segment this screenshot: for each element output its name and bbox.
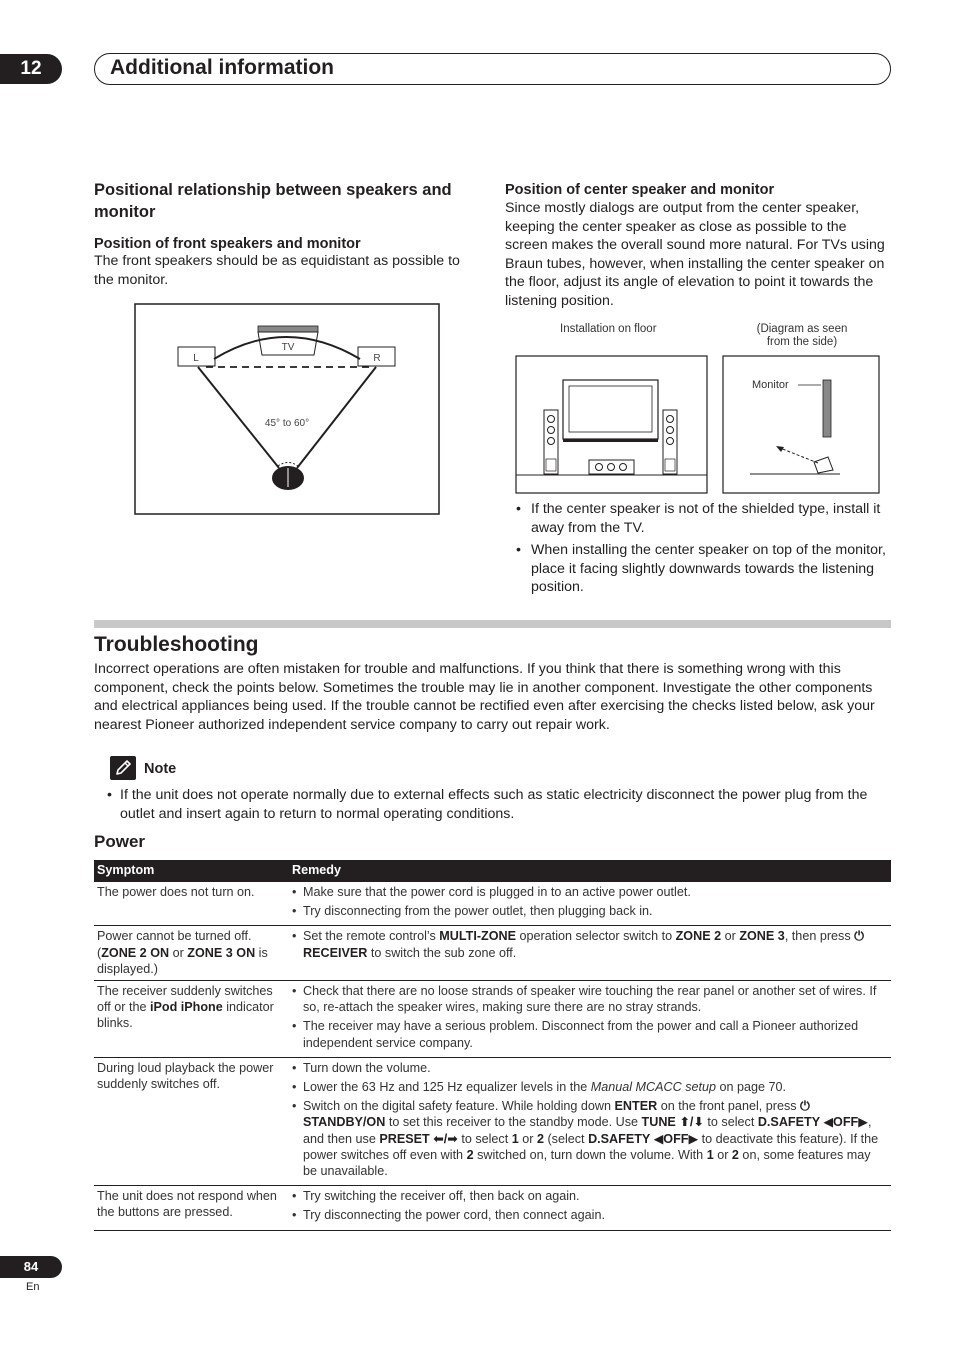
subsection-title-center: Position of center speaker and monitor bbox=[505, 182, 775, 198]
language-code: En bbox=[26, 1281, 40, 1293]
tv-monitor-shape bbox=[563, 380, 658, 442]
left-tower-speaker bbox=[544, 410, 558, 474]
monitor-label: Monitor bbox=[752, 379, 789, 391]
chapter-number-badge: 12 bbox=[0, 54, 62, 84]
center-speaker-bullets bbox=[505, 500, 891, 601]
remedy-item: • Make sure that the power cord is plugged in to an active power outlet. bbox=[292, 884, 887, 900]
section-separator-bar bbox=[94, 620, 891, 628]
symptom-cell: Power cannot be turned off. (ZONE 2 ON or ZONE 3 ON is displayed.) bbox=[94, 926, 289, 981]
troubleshooting-intro: Incorrect operations are often mistaken for trouble and malfunctions. If you think that there is something wrong with this component, check the points below. Sometimes the trouble may lie in another component. Investigate the other components and electrical appliances being used. If the trouble cannot be rectified even after exercising the checks listed below, ask your nearest Pioneer authorized independent service company to carry out repair work. bbox=[94, 661, 875, 733]
symptom-cell: The receiver suddenly switches off or the iPod iPhone indicator blinks. bbox=[94, 981, 289, 1058]
table-row bbox=[94, 882, 891, 926]
symptom-cell: During loud playback the power suddenly switches off. bbox=[94, 1057, 289, 1185]
remedy-cell bbox=[289, 926, 891, 981]
caption-side-line2: from the side) bbox=[766, 336, 838, 348]
remedy-item: • Try disconnecting from the power outlet, then plugging back in. bbox=[292, 903, 887, 919]
remedy-item: • Try disconnecting the power cord, then connect again. bbox=[292, 1207, 887, 1223]
symptom-cell: The power does not turn on. bbox=[94, 882, 289, 926]
table-row bbox=[94, 981, 891, 1058]
remedy-cell bbox=[289, 1057, 891, 1185]
remedy-cell bbox=[289, 1186, 891, 1230]
power-troubleshooting-table bbox=[94, 860, 891, 1231]
remedy-item: • Switch on the digital safety feature. While holding down ENTER on the front panel, press ⏻ STANDBY/ON to set this receiver to the standby mode. Use TUNE ⬆/⬇ to select D.SAFETY ◀OFF▶, and then use PRESET ⬅/➡ to select 1 or 2 (select D.SAFETY ◀OFF▶ to deactivate this feature). If the power switches off even with 2 switched on, turn down the volume. With 1 or 2 on, some features may be unavailable. bbox=[292, 1098, 887, 1179]
page-number-badge: 84 bbox=[0, 1256, 62, 1278]
note-pencil-icon bbox=[110, 756, 136, 780]
monitor-side-shape bbox=[823, 380, 831, 437]
front-speaker-diagram bbox=[134, 303, 440, 515]
remedy-item: • Turn down the volume. bbox=[292, 1060, 887, 1076]
right-tower-speaker bbox=[663, 410, 677, 474]
note-label: Note bbox=[144, 761, 177, 777]
symptom-column-header: Symptom bbox=[94, 860, 289, 882]
list-item: • When installing the center speaker on top of the monitor, place it facing slightly downwards towards the listening position. bbox=[505, 541, 891, 597]
troubleshooting-title: Troubleshooting bbox=[94, 633, 259, 656]
remedy-item: • Check that there are no loose strands of speaker wire touching the rear panel or another set of wires. If so, re-attach the speaker wires, making sure there are no stray strands. bbox=[292, 983, 887, 1015]
angle-label: 45° to 60° bbox=[264, 418, 310, 429]
remedy-cell bbox=[289, 882, 891, 926]
side-view-diagram bbox=[722, 355, 880, 494]
tv-label: TV bbox=[281, 342, 295, 353]
chapter-title: Additional information bbox=[110, 56, 334, 79]
caption-side-line1: (Diagram as seen bbox=[756, 323, 848, 335]
remedy-item: • The receiver may have a serious problem. Disconnect from the power and call a Pioneer authorized independent service company. bbox=[292, 1018, 887, 1050]
table-row bbox=[94, 1057, 891, 1185]
remedy-item: • Set the remote control’s MULTI-ZONE operation selector switch to ZONE 2 or ZONE 3, then press ⏻ RECEIVER to switch the sub zone off. bbox=[292, 928, 887, 960]
remedy-item: • Try switching the receiver off, then back on again. bbox=[292, 1188, 887, 1204]
power-section-title: Power bbox=[94, 832, 146, 851]
remedy-cell bbox=[289, 981, 891, 1058]
subsection-text-front: The front speakers should be as equidistant as possible to the monitor. bbox=[94, 253, 460, 288]
caption-floor-installation: Installation on floor bbox=[560, 323, 657, 335]
remedy-item: • Lower the 63 Hz and 125 Hz equalizer levels in the Manual MCACC setup on page 70. bbox=[292, 1079, 887, 1095]
subsection-title-front: Position of front speakers and monitor bbox=[94, 236, 361, 252]
symptom-cell: The unit does not respond when the buttons are pressed. bbox=[94, 1186, 289, 1230]
center-speaker bbox=[589, 460, 634, 474]
table-row bbox=[94, 926, 891, 981]
table-header-row bbox=[94, 860, 891, 882]
section-title-positional: Positional relationship between speakers and monitor bbox=[94, 181, 452, 221]
note-bullets bbox=[94, 786, 891, 827]
list-item: • If the unit does not operate normally due to external effects such as static electricity disconnect the power plug from the outlet and insert again to return to normal operating conditions. bbox=[94, 786, 891, 823]
table-body bbox=[94, 882, 891, 1230]
right-speaker-label: R bbox=[373, 353, 381, 364]
list-item: • If the center speaker is not of the shielded type, install it away from the TV. bbox=[505, 500, 891, 537]
floor-installation-diagram bbox=[515, 355, 708, 494]
remedy-column-header: Remedy bbox=[289, 860, 891, 882]
subsection-text-center: Since mostly dialogs are output from the center speaker, keeping the center speaker as close as possible to the screen makes the overall sound more natural. For TVs using Braun tubes, however, when installing the center speaker on the floor, adjust its angle of elevation to point it towards the listening position. bbox=[505, 200, 885, 309]
table-row bbox=[94, 1186, 891, 1230]
side-diagram-frame bbox=[723, 356, 879, 493]
left-speaker-label: L bbox=[193, 353, 199, 364]
caption-side-view bbox=[738, 323, 866, 349]
